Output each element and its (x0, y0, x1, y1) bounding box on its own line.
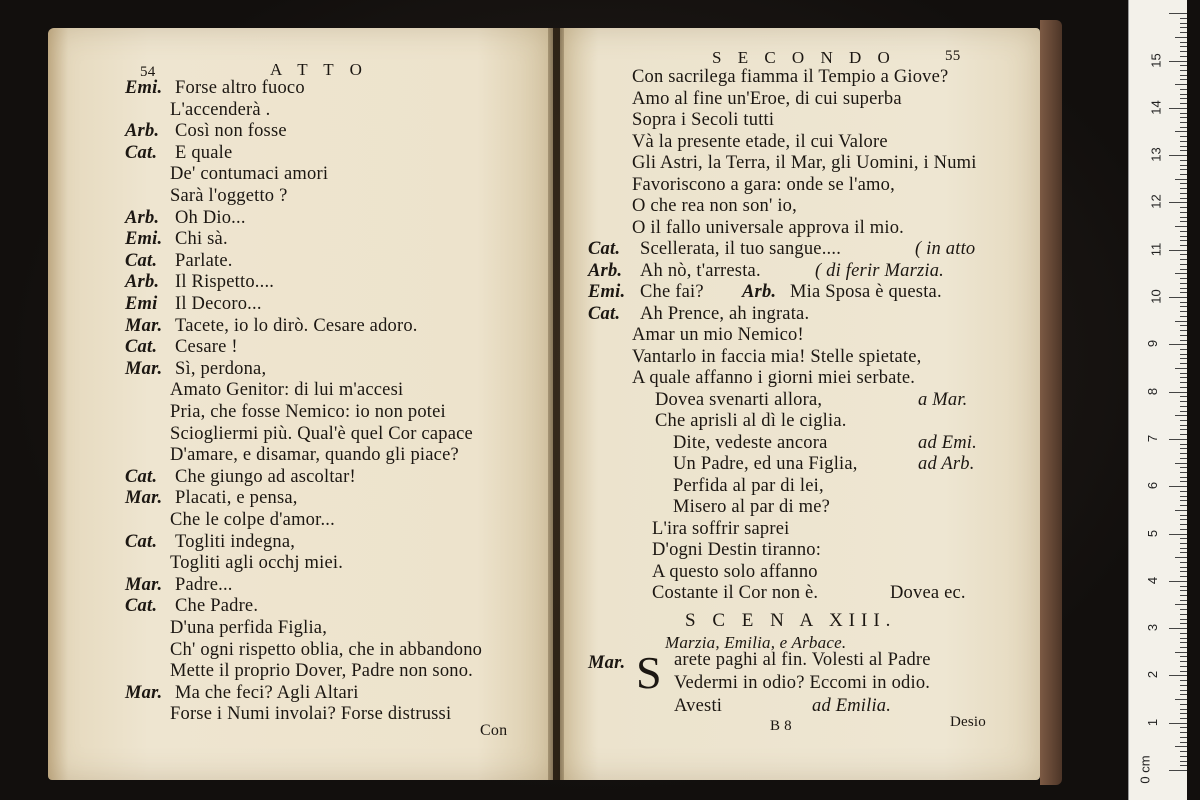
ruler-tick (1175, 131, 1187, 132)
verse-line: Un Padre, ed una Figlia, (673, 454, 858, 474)
ruler-tick (1180, 207, 1187, 208)
verse-line: Costante il Cor non è. (652, 583, 819, 603)
stage-direction: a Mar. (918, 389, 968, 410)
verse-line: Cesare ! (175, 337, 238, 358)
ruler-label: 13 (1148, 147, 1164, 162)
ruler-tick (1175, 463, 1187, 464)
ruler-tick (1180, 51, 1187, 52)
verse-line: Chi sà. (175, 229, 228, 250)
ruler-tick (1180, 325, 1187, 326)
scene-note: ad Emilia. (812, 696, 892, 716)
ruler-label: 10 (1148, 289, 1164, 304)
verse-line: Che giungo ad ascoltar! (175, 466, 356, 487)
ruler-tick (1180, 113, 1187, 114)
ruler-tick (1169, 628, 1187, 629)
ruler-tick (1180, 245, 1187, 246)
verse-line: Sopra i Secoli tutti (632, 110, 775, 130)
ruler-tick (1180, 713, 1187, 714)
ruler-tick (1180, 519, 1187, 520)
ruler-tick (1175, 37, 1187, 38)
ruler-tick (1180, 751, 1187, 752)
ruler-tick (1180, 548, 1187, 549)
ruler-tick (1180, 448, 1187, 449)
ruler-tick (1180, 505, 1187, 506)
speaker-label: Mar. (125, 488, 163, 509)
book-cover-edge (1040, 20, 1062, 785)
speaker-label: Cat. (125, 596, 158, 617)
ruler-label: 11 (1148, 242, 1164, 256)
verse-line: D'amare, e disamar, quando gli piace? (170, 445, 459, 466)
ruler-tick (1180, 477, 1187, 478)
ruler-tick (1175, 746, 1187, 747)
ruler-tick (1169, 61, 1187, 62)
ruler-tick (1180, 136, 1187, 137)
verse-line: Sarà l'oggetto ? (170, 186, 288, 206)
scene-cast: Marzia, Emilia, e Arbace. (665, 633, 847, 652)
speaker-label: Mar. (125, 682, 163, 703)
ruler-tick (1180, 765, 1187, 766)
ruler-tick (1180, 23, 1187, 24)
ruler-tick (1180, 349, 1187, 350)
speaker-label: Cat. (125, 337, 158, 358)
verse-line: Mia Sposa è questa. (790, 282, 942, 302)
ruler-tick (1169, 108, 1187, 109)
verse-line: Amar un mio Nemico! (632, 325, 804, 345)
ruler-tick (1180, 373, 1187, 374)
ruler-tick (1180, 354, 1187, 355)
stage-direction: ad Emi. (918, 432, 977, 453)
verse-line: Il Rispetto.... (175, 272, 275, 293)
speaker-label: Emi. (125, 78, 163, 98)
verse-line: Perfida al par di lei, (673, 475, 824, 496)
verse-line: De' contumaci amori (170, 164, 329, 185)
speaker-label: Cat. (588, 239, 621, 259)
ruler-tick (1180, 363, 1187, 364)
ruler-tick (1180, 198, 1187, 199)
verse-line: Sciogliermi più. Qual'è quel Cor capace (170, 423, 473, 444)
left-catchword: Con (480, 722, 508, 739)
verse-line: Và la presente etade, il cui Valore (632, 131, 888, 152)
ruler-tick (1180, 231, 1187, 232)
verse-line: Oh Dio... (175, 207, 246, 228)
ruler-tick (1180, 453, 1187, 454)
ruler-tick (1175, 652, 1187, 653)
ruler-tick (1180, 529, 1187, 530)
ruler-tick (1180, 590, 1187, 591)
verse-line: Togliti indegna, (175, 531, 296, 552)
ruler-tick (1175, 557, 1187, 558)
ruler-tick (1175, 699, 1187, 700)
ruler-tick (1180, 283, 1187, 284)
ruler-tick (1169, 770, 1187, 771)
ruler-label: 12 (1148, 194, 1164, 210)
right-catchword: Desio (950, 714, 986, 730)
ruler-tick (1180, 727, 1187, 728)
ruler-tick (1180, 472, 1187, 473)
ruler-tick (1180, 306, 1187, 307)
ruler-tick (1180, 146, 1187, 147)
verse-line: Parlate. (175, 250, 233, 271)
verse-line: Placati, e pensa, (175, 488, 298, 509)
ruler-tick (1180, 217, 1187, 218)
ruler-tick (1180, 671, 1187, 672)
verse-line: Ah Prence, ah ingrata. (640, 303, 810, 324)
ruler-tick (1169, 250, 1187, 251)
verse-line: Misero al par di me? (673, 497, 831, 517)
ruler-tick (1180, 444, 1187, 445)
verse-line: Mette il proprio Dover, Padre non sono. (170, 661, 474, 682)
ruler-tick (1180, 500, 1187, 501)
ruler-tick (1180, 656, 1187, 657)
ruler-tick (1180, 292, 1187, 293)
ruler-tick (1180, 425, 1187, 426)
ruler-label: 4 (1145, 576, 1161, 584)
speaker-label: Emi. (588, 282, 626, 302)
speaker-label: Mar. (125, 315, 163, 336)
ruler-tick (1180, 221, 1187, 222)
ruler-tick (1180, 496, 1187, 497)
scene-line-3: Avesti (674, 696, 723, 716)
verse-line: Vantarlo in faccia mia! Stelle spietate, (632, 346, 922, 367)
ruler-label: 6 (1145, 482, 1161, 490)
ruler-tick (1175, 510, 1187, 511)
ruler-tick (1180, 183, 1187, 184)
ruler-tick (1180, 633, 1187, 634)
ruler-tick (1180, 429, 1187, 430)
ruler-tick (1180, 718, 1187, 719)
speaker-label: Cat. (588, 303, 621, 324)
ruler-label: 9 (1145, 340, 1161, 348)
ruler-tick (1180, 690, 1187, 691)
ruler-tick (1169, 392, 1187, 393)
speaker-label: Arb. (125, 272, 160, 293)
verse-line: Che fai? (640, 282, 704, 302)
ruler-tick (1180, 330, 1187, 331)
signature-mark: B 8 (770, 718, 792, 734)
ruler-tick (1180, 264, 1187, 265)
measuring-ruler (1128, 0, 1187, 800)
left-running-head: A T T O (270, 60, 368, 79)
speaker-label: Emi (125, 294, 158, 314)
speaker-label: Cat. (125, 466, 158, 487)
ruler-tick (1180, 434, 1187, 435)
scene-line-1: arete paghi al fin. Volesti al Padre (674, 650, 931, 670)
verse-line: D'una perfida Figlia, (170, 618, 328, 638)
ruler-tick (1180, 278, 1187, 279)
ruler-tick (1169, 344, 1187, 345)
ruler-tick (1180, 481, 1187, 482)
ruler-tick (1180, 335, 1187, 336)
ruler-tick (1180, 666, 1187, 667)
ruler-tick (1180, 567, 1187, 568)
ruler-tick (1180, 358, 1187, 359)
ruler-tick (1180, 79, 1187, 80)
ruler-tick (1180, 685, 1187, 686)
ruler-tick (1180, 586, 1187, 587)
ruler-tick (1180, 491, 1187, 492)
ruler-tick (1180, 411, 1187, 412)
ruler-tick (1175, 368, 1187, 369)
ruler-tick (1169, 202, 1187, 203)
speaker-label: Cat. (125, 142, 158, 163)
ruler-tick (1180, 288, 1187, 289)
ruler-tick (1180, 647, 1187, 648)
speaker-label: Arb. (125, 121, 160, 142)
scene-line-2: Vedermi in odio? Eccomi in odio. (674, 673, 931, 693)
ruler-tick (1175, 415, 1187, 416)
ruler-tick (1180, 524, 1187, 525)
verse-line: Che Padre. (175, 596, 259, 617)
ruler-tick (1180, 638, 1187, 639)
ruler-tick (1180, 174, 1187, 175)
verse-line: Ah nò, t'arresta. (640, 260, 761, 281)
stage-direction: ad Arb. (918, 454, 975, 474)
ruler-tick (1180, 661, 1187, 662)
ruler-tick (1180, 538, 1187, 539)
speaker-label: Cat. (125, 531, 158, 552)
ruler-tick (1180, 742, 1187, 743)
verse-line: Il Decoro... (175, 294, 262, 314)
verse-line: Ma che feci? Agli Altari (175, 682, 359, 703)
ruler-label: 1 (1145, 718, 1161, 726)
verse-line: Ch' ogni rispetto oblia, che in abbandono (170, 639, 483, 660)
verse-line: Tacete, io lo dirò. Cesare adoro. (175, 315, 418, 336)
ruler-tick (1180, 254, 1187, 255)
verse-line: Gli Astri, la Terra, il Mar, gli Uomini, i Numi (632, 153, 977, 173)
ruler-tick (1180, 377, 1187, 378)
ruler-tick (1180, 46, 1187, 47)
ruler-label: 2 (1145, 671, 1161, 679)
ruler-tick (1175, 321, 1187, 322)
ruler-tick (1180, 571, 1187, 572)
verse-line: Pria, che fosse Nemico: io non potei (170, 402, 446, 422)
scene-heading: S C E N A XIII. (685, 610, 897, 631)
ruler-tick (1180, 756, 1187, 757)
ruler-tick (1180, 600, 1187, 601)
ruler-tick (1180, 406, 1187, 407)
ruler-tick (1180, 188, 1187, 189)
ruler-tick (1180, 42, 1187, 43)
verse-line: Forse altro fuoco (175, 78, 305, 98)
ruler-tick (1180, 562, 1187, 563)
ruler-tick (1169, 675, 1187, 676)
book-gutter (548, 28, 564, 780)
ruler-tick (1180, 98, 1187, 99)
ruler-tick (1180, 614, 1187, 615)
ruler-tick (1180, 103, 1187, 104)
ruler-tick (1180, 141, 1187, 142)
ruler-tick (1180, 761, 1187, 762)
ruler-label: 8 (1145, 387, 1161, 395)
ruler-tick (1180, 619, 1187, 620)
speaker-label: Arb. (125, 207, 160, 228)
ruler-tick (1180, 117, 1187, 118)
ruler-tick (1180, 193, 1187, 194)
ruler-tick (1180, 18, 1187, 19)
verse-line: Togliti agli occhj miei. (170, 553, 344, 574)
ruler-label: 15 (1148, 52, 1164, 68)
scene-speaker: Mar. (588, 653, 626, 673)
ruler-tick (1175, 604, 1187, 605)
verse-line: D'ogni Destin tiranno: (652, 540, 822, 560)
verse-line: O il fallo universale approva il mio. (632, 217, 904, 238)
ruler-tick (1180, 401, 1187, 402)
ruler-tick (1175, 84, 1187, 85)
ruler-label: 14 (1148, 100, 1164, 115)
ruler-tick (1180, 127, 1187, 128)
verse-line: Che le colpe d'amor... (170, 510, 335, 530)
ruler-tick (1180, 89, 1187, 90)
ruler-tick (1180, 236, 1187, 237)
ruler-tick (1180, 94, 1187, 95)
ruler-tick (1180, 387, 1187, 388)
ruler-tick (1180, 576, 1187, 577)
speaker-label: Mar. (125, 358, 163, 379)
ruler-tick (1180, 732, 1187, 733)
verse-line: Dite, vedeste ancora (673, 432, 828, 453)
ruler-label: 7 (1145, 434, 1161, 443)
ruler-tick (1180, 595, 1187, 596)
verse-line: Così non fosse (175, 121, 287, 142)
ruler-tick (1180, 680, 1187, 681)
ruler-tick (1180, 150, 1187, 151)
ruler-tick (1180, 709, 1187, 710)
ruler-tick (1180, 65, 1187, 66)
ruler-tick (1169, 723, 1187, 724)
ruler-tick (1180, 340, 1187, 341)
right-page-number: 55 (945, 48, 961, 64)
verse-line: Dovea svenarti allora, (655, 389, 823, 410)
speaker-label: Cat. (125, 250, 158, 271)
ruler-tick (1180, 169, 1187, 170)
drop-cap: S (636, 647, 662, 698)
ruler-tick (1169, 297, 1187, 298)
ruler-tick (1180, 316, 1187, 317)
verse-line: Sì, perdona, (175, 358, 267, 379)
ruler-tick (1180, 269, 1187, 270)
ruler-tick (1180, 311, 1187, 312)
ruler-tick (1180, 382, 1187, 383)
ruler-tick (1175, 179, 1187, 180)
ruler-tick (1180, 552, 1187, 553)
right-running-head: S E C O N D O (712, 48, 896, 67)
ruler-tick (1180, 642, 1187, 643)
ruler-tick (1180, 737, 1187, 738)
verse-line: E quale (175, 142, 233, 163)
ruler-tick (1180, 609, 1187, 610)
stage-direction: ( di ferir Marzia. (815, 260, 944, 281)
verse-line: Scellerata, il tuo sangue.... (640, 239, 842, 259)
verse-line: Con sacrilega fiamma il Tempio a Giove? (632, 67, 949, 87)
ruler-tick (1169, 486, 1187, 487)
verse-line: A questo solo affanno (652, 561, 818, 582)
ruler-tick (1180, 259, 1187, 260)
ruler-tick (1169, 13, 1187, 14)
ruler-tick (1180, 75, 1187, 76)
ruler-tick (1169, 534, 1187, 535)
ruler-tick (1169, 439, 1187, 440)
ruler-tick (1169, 581, 1187, 582)
ruler-tick (1180, 240, 1187, 241)
ruler-tick (1180, 56, 1187, 57)
ruler-tick (1180, 420, 1187, 421)
verse-line: A quale affanno i giorni miei serbate. (632, 368, 916, 388)
ruler-tick (1175, 226, 1187, 227)
ruler-tick (1180, 396, 1187, 397)
verse-line: O che rea non son' io, (632, 196, 797, 216)
ruler-tick (1180, 704, 1187, 705)
ruler-tick (1169, 155, 1187, 156)
ruler-tick (1180, 515, 1187, 516)
ruler-tick (1180, 467, 1187, 468)
stage-direction: ( in atto (915, 239, 976, 259)
verse-line: L'accenderà . (170, 99, 271, 120)
ruler-tick (1180, 302, 1187, 303)
ruler-tick (1180, 27, 1187, 28)
left-page-number: 54 (140, 64, 156, 80)
ruler-tick (1180, 543, 1187, 544)
ruler-label: 0 cm (1137, 755, 1153, 784)
verse-line: Amato Genitor: di lui m'accesi (170, 380, 404, 401)
ruler-label: 3 (1145, 623, 1161, 632)
ruler-tick (1180, 623, 1187, 624)
speaker-label: Mar. (125, 574, 163, 595)
speaker-label: Emi. (125, 229, 163, 250)
ruler-tick (1175, 273, 1187, 274)
verse-line: L'ira soffrir saprei (652, 518, 790, 539)
ruler-tick (1180, 32, 1187, 33)
ruler-tick (1180, 70, 1187, 71)
ruler-tick (1180, 160, 1187, 161)
ruler-tick (1180, 122, 1187, 123)
ruler-tick (1180, 165, 1187, 166)
stage-direction: Dovea ec. (890, 583, 966, 603)
verse-line: Che aprisli al dì le ciglia. (655, 411, 847, 431)
speaker-label: Arb. (588, 260, 623, 281)
verse-line: Amo al fine un'Eroe, di cui superba (632, 88, 902, 109)
verse-line: Forse i Numi involai? Forse distrussi (170, 704, 452, 725)
ruler-tick (1180, 694, 1187, 695)
speaker-label: Arb. (742, 282, 777, 302)
ruler-tick (1180, 212, 1187, 213)
verse-line: Padre... (175, 574, 233, 595)
ruler-label: 5 (1145, 529, 1161, 537)
verse-line: Favoriscono a gara: onde se l'amo, (632, 174, 895, 195)
ruler-tick (1180, 458, 1187, 459)
